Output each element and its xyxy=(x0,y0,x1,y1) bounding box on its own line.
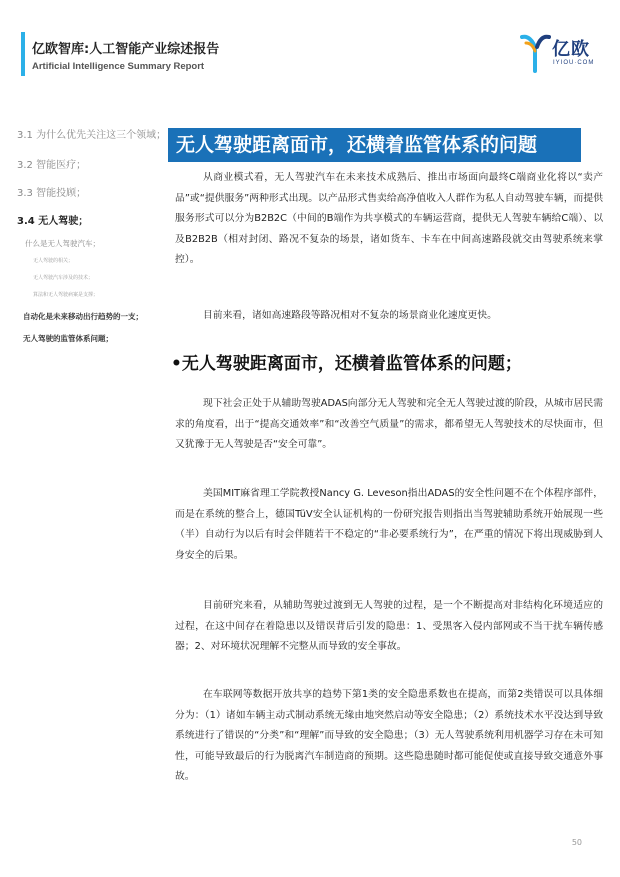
toc-item-3-3[interactable]: 3.3 智能投顾； xyxy=(17,188,87,199)
toc-subitem-algorithm[interactable]: 算法和无人驾驶病案是支撑； xyxy=(33,292,99,298)
toc-subitem-automation[interactable]: 自动化是未来移动出行趋势的一支； xyxy=(23,312,143,321)
page-header xyxy=(0,0,620,80)
page-number: 50 xyxy=(571,838,582,847)
toc-item-3-2[interactable]: 3.2 智能医疗； xyxy=(17,160,87,171)
report-title: 亿欧智库:人工智能产业综述报告 xyxy=(32,42,220,57)
paragraph-mit: 美国MIT麻省理工学院教授Nancy G. Leveson指出ADAS的安全性问题不在个体程序部件，而是在系统的整合上，德国TüV安全认证机构的一份研究报告则指出当驾驶辅助系统开始展现一些（半）自动行为以后有时会伴随若干不稳定的“非必要系统行为”，在严重的情况下将出现威胁到人身安全的后果。 xyxy=(175,488,603,561)
toc-subitem-what-is[interactable]: 什么是无人驾驶汽车； xyxy=(25,239,100,248)
logo-text-en: IYIOU·COM xyxy=(553,60,595,66)
header-accent-bar xyxy=(21,32,25,76)
logo-mark-icon xyxy=(520,33,552,73)
report-subtitle: Artificial Intelligence Summary Report xyxy=(32,61,205,72)
paragraph-transition: 现下社会正处于从辅助驾驶ADAS向部分无人驾驶和完全无人驾驶过渡的阶段，从城市居民需求的角度看，出于“提高交通效率”和“改善空气质量”的需求，都希望无人驾驶技术的尽快面市，但又犹豫于无人驾驶是否“安全可靠”。 xyxy=(175,398,603,450)
toc-subitem-related[interactable]: 无人驾驶的相关； xyxy=(33,258,74,264)
paragraph-research: 目前研究来看，从辅助驾驶过渡到无人驾驶的过程，是一个不断提高对非结构化环境适应的过程，在这中间存在着隐患以及错误背后引发的隐患：1、受黑客入侵内部网或不当干扰车辆传感器；2、对环境状况理解不完整从而导致的安全事故。 xyxy=(175,600,603,652)
paragraph-risks: 在车联网等数据开放共享的趋势下第1类的安全隐患系数也在提高，而第2类错误可以具体细分为：（1）诸如车辆主动式制动系统无缘由地突然启动等安全隐患；（2）系统技术水平没达到导致系统进行了错误的“分类”和“理解”而导致的安全隐患；（3）无人驾驶系统利用机器学习存在未可知性，可能导致最后的行为脱离汽车制造商的预期。这些隐患随时都可能促使或直接导致交通意外事故。 xyxy=(175,689,603,782)
toc-item-3-1[interactable]: 3.1 为什么优先关注这三个领域； xyxy=(17,130,167,141)
logo-text-cn: 亿欧 xyxy=(552,39,590,60)
toc-subitem-regulation[interactable]: 无人驾驶的监管体系问题； xyxy=(23,334,113,343)
section-banner: 无人驾驶距离面市，还横着监管体系的问题 xyxy=(168,128,581,162)
paragraph-highway: 目前来看，诸如高速路段等路况相对不复杂的场景商业化速度更快。 xyxy=(203,310,497,321)
bullet-heading: •无人驾驶距离面市，还横着监管体系的问题； xyxy=(171,354,522,374)
toc-subitem-tech[interactable]: 无人驾驶汽车涉及的技术； xyxy=(33,275,94,281)
iyiou-logo xyxy=(520,33,610,77)
toc-item-3-4[interactable]: 3.4 无人驾驶； xyxy=(17,216,89,227)
paragraph-business-model: 从商业模式看，无人驾驶汽车在未来技术成熟后、推出市场面向最终C端商业化将以“卖产品”或“提供服务”两种形式出现。以产品形式售卖给高净值收入人群作为私人自动驾驶车辆，而提供服务形式可以分为B2B2C（中间的B端作为共享模式的车辆运营商，提供无人驾驶车辆给C端）、以及B2B2B（相对封闭、路况不复杂的场景，诸如货车、卡车在中间高速路段就交由驾驶系统来掌控）。 xyxy=(175,172,603,265)
